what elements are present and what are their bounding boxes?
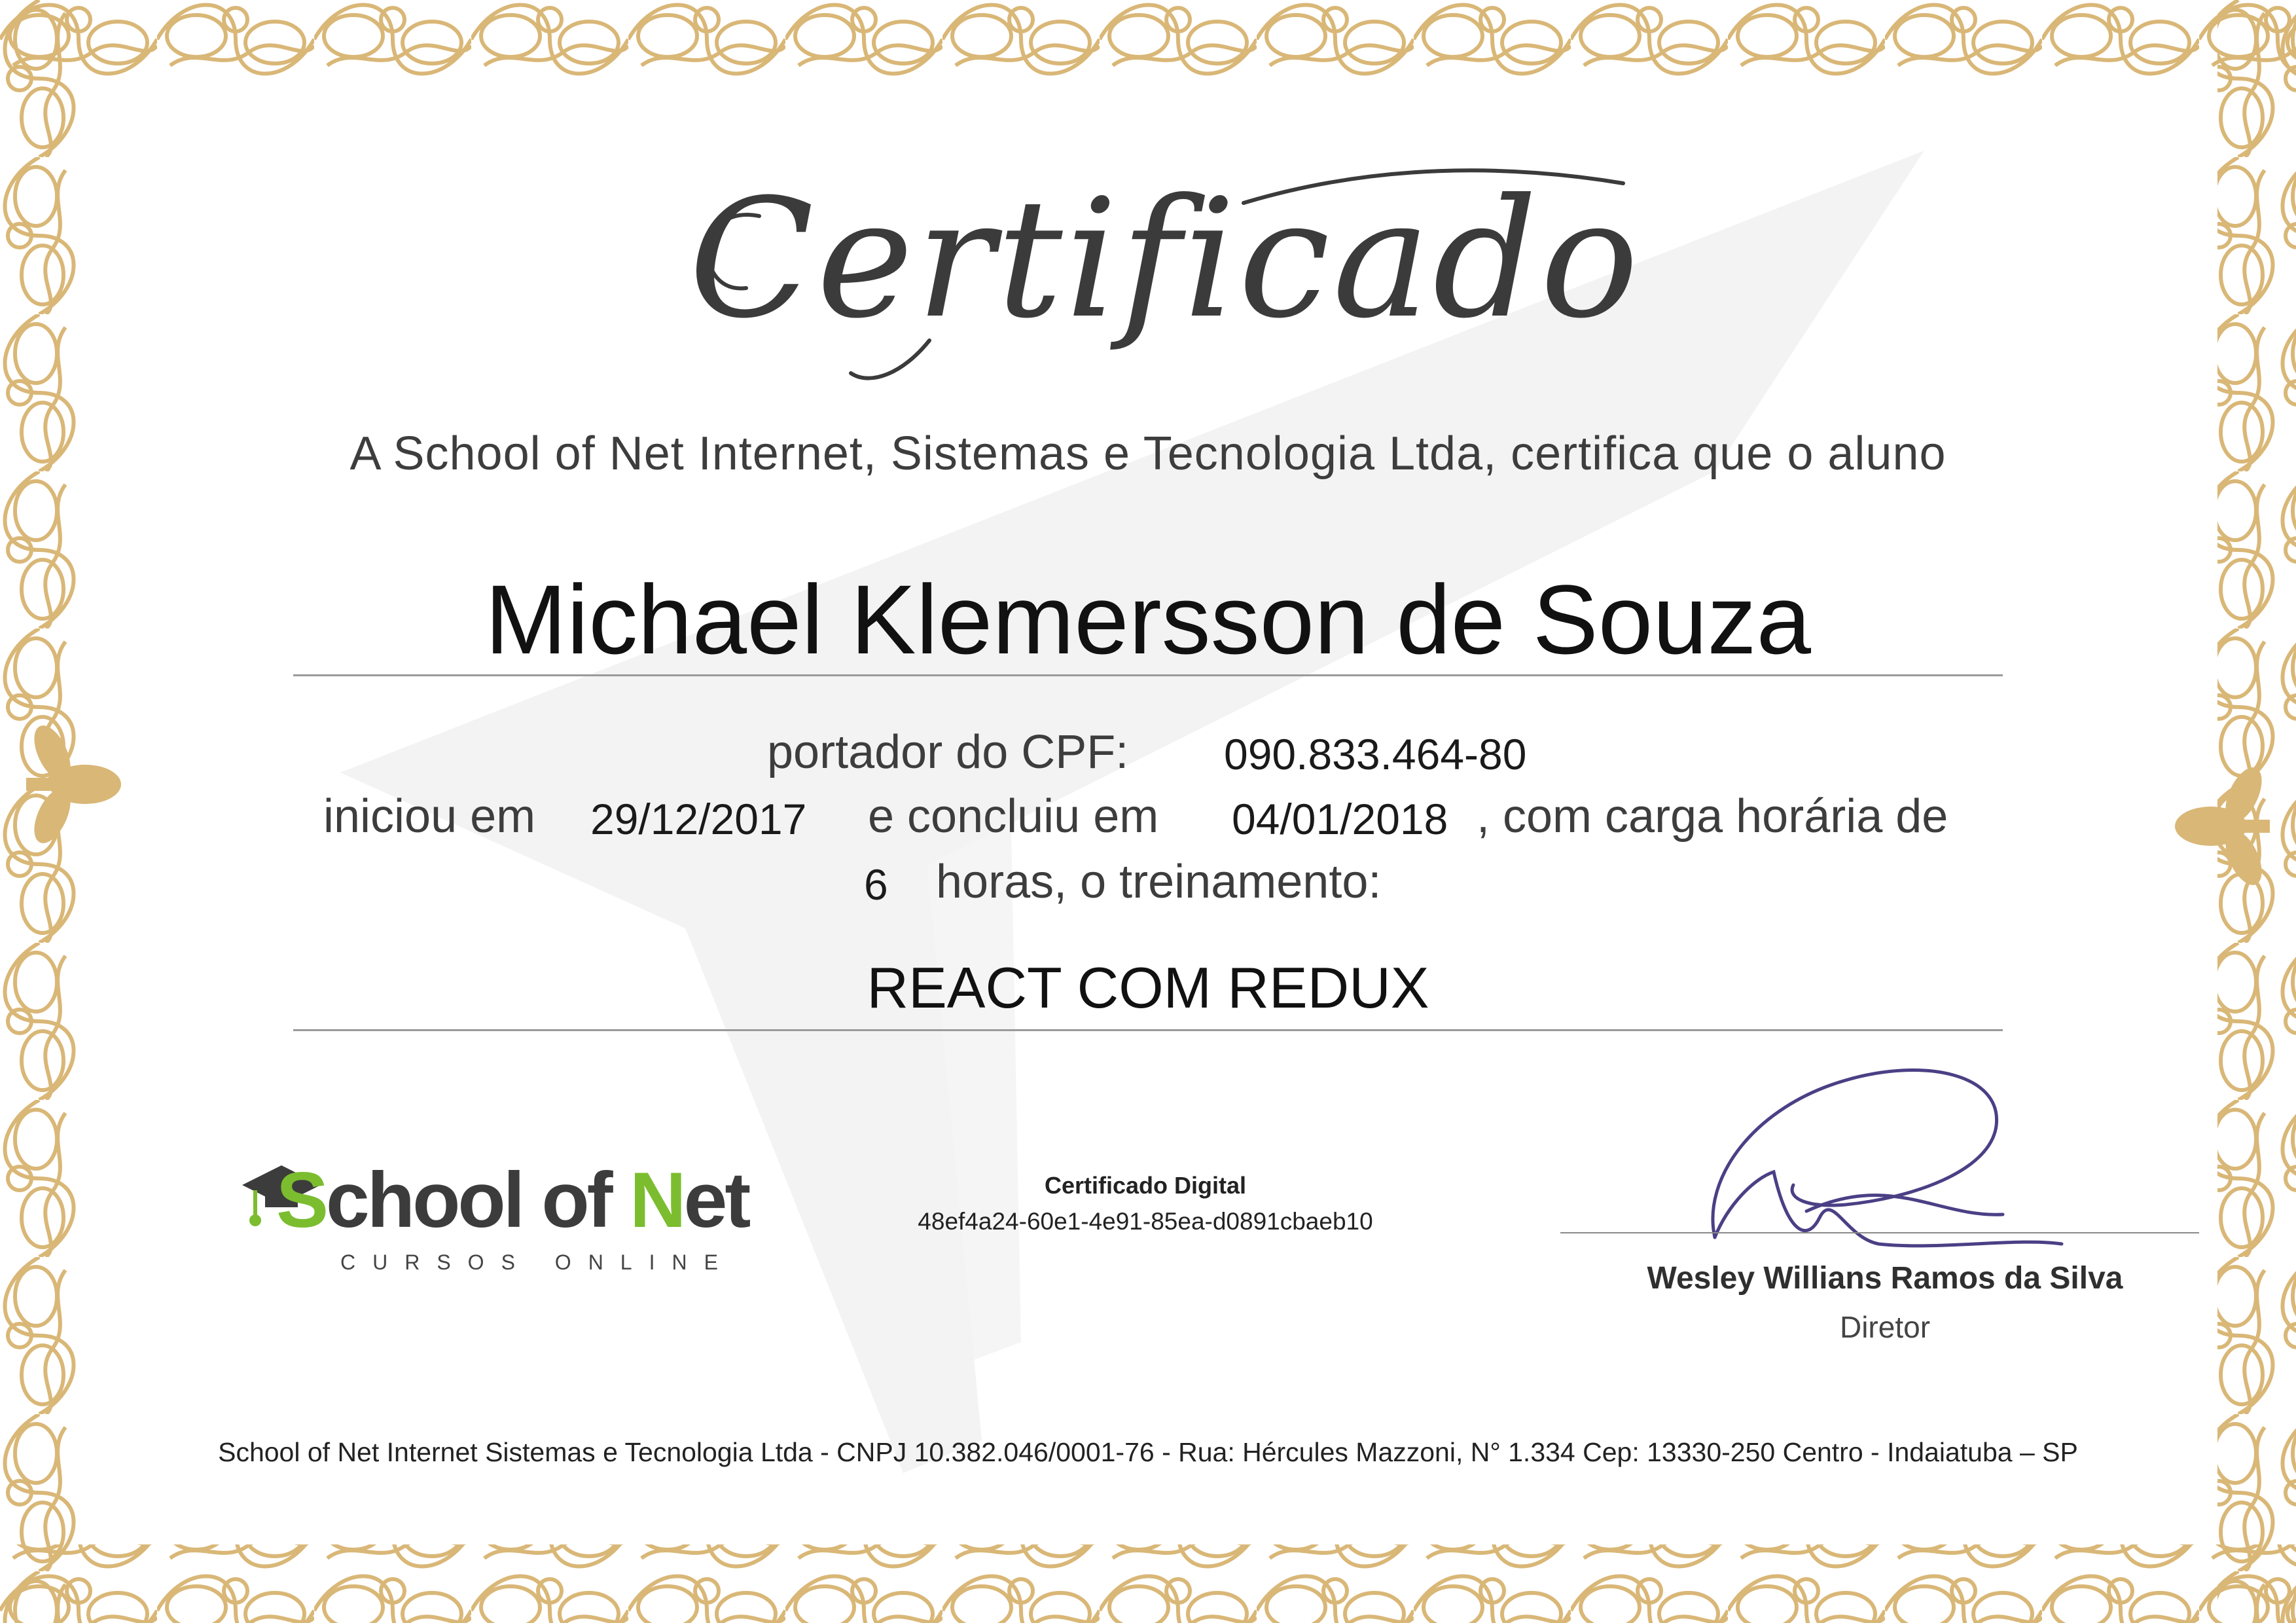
border-top [0, 0, 2296, 79]
workload-label: , com carga horária de [1477, 790, 1948, 843]
border-bottom [0, 1544, 2296, 1623]
digital-certificate-title: Certificado Digital [1044, 1172, 1247, 1199]
logo-text-end: et [683, 1156, 749, 1244]
course-name: REACT COM REDUX [867, 955, 1429, 1020]
logo-wordmark [276, 1155, 748, 1245]
signature-line [1560, 1232, 2199, 1233]
handwritten-signature [1676, 1048, 2134, 1257]
logo-letter-n: N [629, 1156, 684, 1244]
certificate-title: Certificado [689, 164, 1641, 354]
student-name: Michael Klemersson de Souza [484, 564, 1812, 674]
certificate-title-block [655, 124, 1676, 399]
student-name-underline [293, 674, 2003, 676]
signatory-role: Diretor [1839, 1310, 1931, 1344]
end-date: 04/01/2018 [1232, 795, 1448, 843]
cpf-value: 090.833.464-80 [1224, 730, 1527, 778]
signatory-name: Wesley Willians Ramos da Silva [1647, 1261, 2123, 1296]
footer-company-info: School of Net Internet Sistemas e Tecnologia Ltda - CNPJ 10.382.046/0001-76 - Rua: Hércules Mazzoni, N° 1.334 Cep: 13330-250 Centro - Indaiatuba – SP [218, 1437, 2078, 1467]
hours-value: 6 [864, 860, 888, 909]
school-of-net-logo [236, 1152, 749, 1283]
start-date: 29/12/2017 [590, 795, 807, 843]
started-label: iniciou em [323, 790, 536, 843]
hours-label: horas, o treinamento: [936, 856, 1382, 908]
finished-label: e concluiu em [868, 790, 1159, 843]
logo-letter-s: S [276, 1156, 327, 1244]
course-underline [293, 1029, 2003, 1031]
intro-text: A School of Net Internet, Sistemas e Tecnologia Ltda, certifica que o aluno [350, 428, 1946, 480]
logo-subtitle: CURSOS ONLINE [340, 1250, 735, 1274]
logo-text-main: chool of [326, 1156, 630, 1244]
cpf-label: portador do CPF: [767, 726, 1129, 778]
digital-certificate-code: 48ef4a24-60e1-4e91-85ea-d0891cbaeb10 [918, 1208, 1373, 1235]
